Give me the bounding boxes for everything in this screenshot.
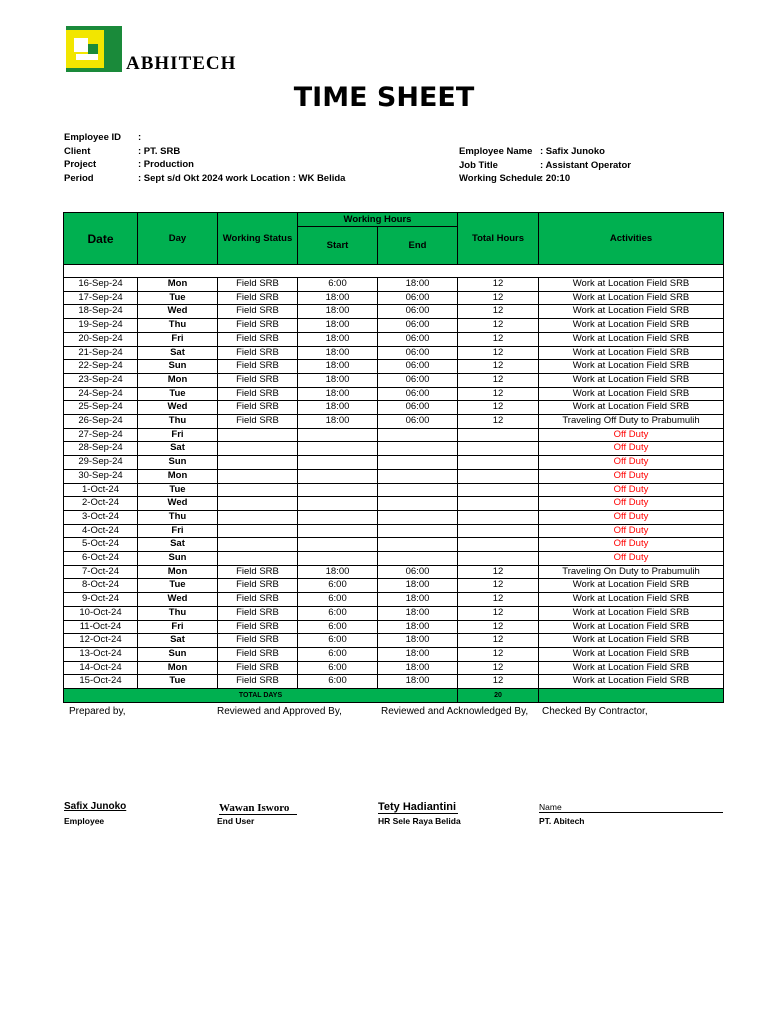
- end-cell: [378, 524, 458, 538]
- start-cell: 6:00: [298, 647, 378, 661]
- day-cell: Fri: [138, 524, 218, 538]
- header-working-hours: Working Hours: [298, 213, 458, 227]
- employee-role: Employee: [64, 816, 105, 826]
- date-cell: 19-Sep-24: [64, 319, 138, 333]
- day-cell: Tue: [138, 387, 218, 401]
- prepared-by-label: Prepared by,: [69, 706, 126, 717]
- employee-info-left: [64, 131, 345, 185]
- header-date: Date: [64, 213, 138, 265]
- total-hours-cell: [458, 483, 539, 497]
- total-hours-cell: 12: [458, 565, 539, 579]
- total-hours-cell: [458, 538, 539, 552]
- start-cell: 6:00: [298, 661, 378, 675]
- end-cell: 18:00: [378, 620, 458, 634]
- total-hours-cell: 12: [458, 647, 539, 661]
- date-cell: 2-Oct-24: [64, 497, 138, 511]
- end-cell: [378, 510, 458, 524]
- start-cell: 18:00: [298, 291, 378, 305]
- total-hours-cell: [458, 442, 539, 456]
- working-status-cell: Field SRB: [218, 565, 298, 579]
- start-cell: 18:00: [298, 387, 378, 401]
- working-status-cell: [218, 442, 298, 456]
- end-cell: 06:00: [378, 305, 458, 319]
- activity-cell: Work at Location Field SRB: [539, 387, 724, 401]
- table-row: [64, 319, 724, 333]
- acknowledged-by-label: Reviewed and Acknowledged By,: [381, 706, 529, 717]
- start-cell: [298, 510, 378, 524]
- header-activities: Activities: [539, 213, 724, 265]
- info-working-schedule: Working Schedule: 20:10: [459, 173, 571, 184]
- start-cell: [298, 456, 378, 470]
- date-cell: 22-Sep-24: [64, 360, 138, 374]
- date-cell: 9-Oct-24: [64, 593, 138, 607]
- working-status-cell: [218, 483, 298, 497]
- start-cell: [298, 428, 378, 442]
- total-hours-cell: 12: [458, 661, 539, 675]
- table-row: [64, 606, 724, 620]
- hr-signature-name: Tety Hadiantini: [378, 801, 457, 813]
- total-hours-cell: 12: [458, 332, 539, 346]
- end-cell: [378, 428, 458, 442]
- date-cell: 1-Oct-24: [64, 483, 138, 497]
- table-row: [64, 401, 724, 415]
- working-status-cell: Field SRB: [218, 373, 298, 387]
- end-cell: 18:00: [378, 647, 458, 661]
- total-hours-cell: 12: [458, 373, 539, 387]
- working-status-cell: [218, 552, 298, 566]
- total-row-blank: [539, 689, 724, 703]
- day-cell: Wed: [138, 401, 218, 415]
- header-end: End: [378, 227, 458, 265]
- day-cell: Sat: [138, 442, 218, 456]
- working-status-cell: Field SRB: [218, 401, 298, 415]
- end-cell: [378, 552, 458, 566]
- day-cell: Fri: [138, 428, 218, 442]
- date-cell: 3-Oct-24: [64, 510, 138, 524]
- table-row: [64, 428, 724, 442]
- table-row: [64, 524, 724, 538]
- timesheet-body: [64, 278, 724, 689]
- activity-cell: Work at Location Field SRB: [539, 606, 724, 620]
- total-hours-cell: 12: [458, 305, 539, 319]
- table-row: [64, 552, 724, 566]
- date-cell: 10-Oct-24: [64, 606, 138, 620]
- hr-role: HR Sele Raya Belida: [378, 816, 461, 826]
- end-user-signature-name: Wawan Isworo: [219, 802, 297, 815]
- date-cell: 27-Sep-24: [64, 428, 138, 442]
- end-cell: 18:00: [378, 593, 458, 607]
- day-cell: Mon: [138, 661, 218, 675]
- working-status-cell: Field SRB: [218, 675, 298, 689]
- start-cell: 6:00: [298, 634, 378, 648]
- start-cell: [298, 538, 378, 552]
- start-cell: 18:00: [298, 401, 378, 415]
- date-cell: 28-Sep-24: [64, 442, 138, 456]
- date-cell: 21-Sep-24: [64, 346, 138, 360]
- total-hours-cell: [458, 469, 539, 483]
- working-status-cell: Field SRB: [218, 647, 298, 661]
- working-status-cell: [218, 538, 298, 552]
- day-cell: Thu: [138, 606, 218, 620]
- activity-cell: Work at Location Field SRB: [539, 332, 724, 346]
- total-hours-cell: 12: [458, 634, 539, 648]
- employee-info-right: [459, 145, 631, 186]
- activity-cell: Work at Location Field SRB: [539, 346, 724, 360]
- total-hours-cell: 12: [458, 401, 539, 415]
- end-cell: 06:00: [378, 373, 458, 387]
- start-cell: 6:00: [298, 675, 378, 689]
- day-cell: Sat: [138, 538, 218, 552]
- activity-cell: Work at Location Field SRB: [539, 373, 724, 387]
- start-cell: 6:00: [298, 278, 378, 292]
- start-cell: [298, 442, 378, 456]
- working-status-cell: Field SRB: [218, 661, 298, 675]
- table-row: [64, 456, 724, 470]
- date-cell: 13-Oct-24: [64, 647, 138, 661]
- page-title: TIME SHEET: [293, 82, 475, 113]
- start-cell: 6:00: [298, 620, 378, 634]
- day-cell: Tue: [138, 483, 218, 497]
- date-cell: 25-Sep-24: [64, 401, 138, 415]
- working-status-cell: Field SRB: [218, 305, 298, 319]
- date-cell: 5-Oct-24: [64, 538, 138, 552]
- working-status-cell: Field SRB: [218, 346, 298, 360]
- start-cell: 18:00: [298, 360, 378, 374]
- date-cell: 29-Sep-24: [64, 456, 138, 470]
- date-cell: 30-Sep-24: [64, 469, 138, 483]
- total-days-label: TOTAL DAYS: [64, 689, 458, 703]
- activity-cell: Work at Location Field SRB: [539, 634, 724, 648]
- table-row: [64, 483, 724, 497]
- table-row: [64, 675, 724, 689]
- contractor-name-label: Name: [539, 802, 723, 813]
- activity-cell: Off Duty: [539, 524, 724, 538]
- date-cell: 12-Oct-24: [64, 634, 138, 648]
- start-cell: 18:00: [298, 415, 378, 429]
- activity-cell: Work at Location Field SRB: [539, 278, 724, 292]
- table-row: [64, 442, 724, 456]
- end-cell: 06:00: [378, 387, 458, 401]
- info-employee-name: Employee Name : Safix Junoko: [459, 146, 605, 157]
- start-cell: 18:00: [298, 305, 378, 319]
- end-cell: 18:00: [378, 606, 458, 620]
- end-cell: 18:00: [378, 675, 458, 689]
- working-status-cell: [218, 456, 298, 470]
- date-cell: 7-Oct-24: [64, 565, 138, 579]
- table-row: [64, 497, 724, 511]
- total-hours-cell: 12: [458, 620, 539, 634]
- day-cell: Sun: [138, 552, 218, 566]
- total-row: [64, 689, 724, 703]
- day-cell: Sat: [138, 346, 218, 360]
- table-row: [64, 291, 724, 305]
- start-cell: [298, 469, 378, 483]
- table-row: [64, 510, 724, 524]
- activity-cell: Off Duty: [539, 456, 724, 470]
- working-status-cell: [218, 497, 298, 511]
- date-cell: 15-Oct-24: [64, 675, 138, 689]
- working-status-cell: Field SRB: [218, 593, 298, 607]
- end-cell: 06:00: [378, 565, 458, 579]
- activity-cell: Off Duty: [539, 552, 724, 566]
- table-row: [64, 469, 724, 483]
- activity-cell: Off Duty: [539, 538, 724, 552]
- date-cell: 4-Oct-24: [64, 524, 138, 538]
- total-hours-cell: 12: [458, 346, 539, 360]
- total-hours-cell: [458, 524, 539, 538]
- table-row: [64, 373, 724, 387]
- activity-cell: Off Duty: [539, 428, 724, 442]
- date-cell: 18-Sep-24: [64, 305, 138, 319]
- date-cell: 24-Sep-24: [64, 387, 138, 401]
- total-hours-cell: [458, 428, 539, 442]
- total-hours-cell: 12: [458, 606, 539, 620]
- working-status-cell: Field SRB: [218, 332, 298, 346]
- start-cell: [298, 483, 378, 497]
- date-cell: 8-Oct-24: [64, 579, 138, 593]
- day-cell: Wed: [138, 305, 218, 319]
- working-status-cell: [218, 469, 298, 483]
- end-user-role: End User: [217, 816, 255, 826]
- total-hours-cell: [458, 510, 539, 524]
- activity-cell: Work at Location Field SRB: [539, 305, 724, 319]
- start-cell: [298, 552, 378, 566]
- end-cell: [378, 483, 458, 497]
- total-hours-cell: 12: [458, 593, 539, 607]
- table-row: [64, 305, 724, 319]
- total-hours-cell: [458, 456, 539, 470]
- activity-cell: Off Duty: [539, 442, 724, 456]
- end-cell: 18:00: [378, 634, 458, 648]
- date-cell: 26-Sep-24: [64, 415, 138, 429]
- end-cell: 06:00: [378, 415, 458, 429]
- working-status-cell: Field SRB: [218, 606, 298, 620]
- working-status-cell: Field SRB: [218, 291, 298, 305]
- table-row: [64, 593, 724, 607]
- activity-cell: Traveling On Duty to Prabumulih: [539, 565, 724, 579]
- end-cell: 06:00: [378, 360, 458, 374]
- table-row: [64, 647, 724, 661]
- header-start: Start: [298, 227, 378, 265]
- end-cell: 06:00: [378, 319, 458, 333]
- table-row: [64, 332, 724, 346]
- table-row: [64, 620, 724, 634]
- end-cell: 06:00: [378, 346, 458, 360]
- employee-signature-name: Safix Junoko: [64, 801, 127, 812]
- day-cell: Thu: [138, 415, 218, 429]
- table-row: [64, 565, 724, 579]
- date-cell: 11-Oct-24: [64, 620, 138, 634]
- day-cell: Fri: [138, 332, 218, 346]
- table-row: [64, 415, 724, 429]
- day-cell: Sun: [138, 647, 218, 661]
- date-cell: 17-Sep-24: [64, 291, 138, 305]
- checked-by-label: Checked By Contractor,: [542, 706, 648, 717]
- working-status-cell: Field SRB: [218, 415, 298, 429]
- activity-cell: Work at Location Field SRB: [539, 620, 724, 634]
- date-cell: 23-Sep-24: [64, 373, 138, 387]
- start-cell: 18:00: [298, 373, 378, 387]
- working-status-cell: [218, 510, 298, 524]
- day-cell: Mon: [138, 565, 218, 579]
- end-cell: 06:00: [378, 401, 458, 415]
- info-project: Project : Production: [64, 159, 194, 170]
- total-days-value: 20: [458, 689, 539, 703]
- activity-cell: Off Duty: [539, 497, 724, 511]
- company-logo-icon: [66, 26, 126, 72]
- working-status-cell: [218, 524, 298, 538]
- start-cell: [298, 497, 378, 511]
- timesheet-table: [63, 212, 724, 703]
- working-status-cell: [218, 428, 298, 442]
- working-status-cell: Field SRB: [218, 387, 298, 401]
- table-row: [64, 634, 724, 648]
- start-cell: 6:00: [298, 606, 378, 620]
- info-period: Period : Sept s/d Okt 2024 work Location : WK Belida: [64, 172, 346, 184]
- header-total-hours: Total Hours: [458, 213, 539, 265]
- activity-cell: Work at Location Field SRB: [539, 401, 724, 415]
- activity-cell: Work at Location Field SRB: [539, 675, 724, 689]
- end-cell: [378, 538, 458, 552]
- day-cell: Tue: [138, 579, 218, 593]
- day-cell: Sun: [138, 456, 218, 470]
- activity-cell: Work at Location Field SRB: [539, 661, 724, 675]
- activity-cell: Work at Location Field SRB: [539, 579, 724, 593]
- date-cell: 14-Oct-24: [64, 661, 138, 675]
- total-hours-cell: 12: [458, 415, 539, 429]
- activity-cell: Work at Location Field SRB: [539, 647, 724, 661]
- header-day: Day: [138, 213, 218, 265]
- date-cell: 6-Oct-24: [64, 552, 138, 566]
- total-hours-cell: 12: [458, 278, 539, 292]
- start-cell: 6:00: [298, 593, 378, 607]
- total-hours-cell: [458, 497, 539, 511]
- end-cell: 18:00: [378, 579, 458, 593]
- end-cell: 06:00: [378, 332, 458, 346]
- day-cell: Tue: [138, 675, 218, 689]
- day-cell: Thu: [138, 510, 218, 524]
- day-cell: Mon: [138, 373, 218, 387]
- total-hours-cell: 12: [458, 387, 539, 401]
- table-row: [64, 387, 724, 401]
- total-hours-cell: 12: [458, 291, 539, 305]
- table-row: [64, 579, 724, 593]
- activity-cell: Off Duty: [539, 469, 724, 483]
- start-cell: 18:00: [298, 332, 378, 346]
- end-cell: 18:00: [378, 278, 458, 292]
- total-hours-cell: 12: [458, 675, 539, 689]
- date-cell: 16-Sep-24: [64, 278, 138, 292]
- day-cell: Sat: [138, 634, 218, 648]
- reviewed-by-label: Reviewed and Approved By,: [217, 706, 342, 717]
- end-cell: 06:00: [378, 291, 458, 305]
- start-cell: 18:00: [298, 565, 378, 579]
- activity-cell: Work at Location Field SRB: [539, 360, 724, 374]
- total-hours-cell: [458, 552, 539, 566]
- header-working-status: Working Status: [218, 213, 298, 265]
- end-cell: [378, 456, 458, 470]
- activity-cell: Work at Location Field SRB: [539, 593, 724, 607]
- day-cell: Fri: [138, 620, 218, 634]
- activity-cell: Traveling Off Duty to Prabumulih: [539, 415, 724, 429]
- header-spacer: [64, 265, 724, 278]
- day-cell: Thu: [138, 319, 218, 333]
- working-status-cell: Field SRB: [218, 319, 298, 333]
- company-name: ABHITECH: [126, 53, 237, 74]
- working-status-cell: Field SRB: [218, 278, 298, 292]
- start-cell: [298, 524, 378, 538]
- table-row: [64, 538, 724, 552]
- end-cell: [378, 497, 458, 511]
- start-cell: 18:00: [298, 346, 378, 360]
- table-row: [64, 661, 724, 675]
- day-cell: Wed: [138, 497, 218, 511]
- working-status-cell: Field SRB: [218, 360, 298, 374]
- table-row: [64, 346, 724, 360]
- working-status-cell: Field SRB: [218, 634, 298, 648]
- end-cell: [378, 469, 458, 483]
- start-cell: 18:00: [298, 319, 378, 333]
- activity-cell: Off Duty: [539, 510, 724, 524]
- start-cell: 6:00: [298, 579, 378, 593]
- date-cell: 20-Sep-24: [64, 332, 138, 346]
- working-status-cell: Field SRB: [218, 579, 298, 593]
- total-hours-cell: 12: [458, 579, 539, 593]
- end-cell: 18:00: [378, 661, 458, 675]
- day-cell: Wed: [138, 593, 218, 607]
- activity-cell: Work at Location Field SRB: [539, 291, 724, 305]
- contractor-company: PT. Abitech: [539, 816, 585, 826]
- working-status-cell: Field SRB: [218, 620, 298, 634]
- total-hours-cell: 12: [458, 360, 539, 374]
- table-row: [64, 360, 724, 374]
- day-cell: Mon: [138, 469, 218, 483]
- info-employee-id: Employee ID :: [64, 132, 142, 143]
- info-job-title: Job Title : Assistant Operator: [459, 159, 631, 171]
- activity-cell: Work at Location Field SRB: [539, 319, 724, 333]
- day-cell: Sun: [138, 360, 218, 374]
- day-cell: Mon: [138, 278, 218, 292]
- end-cell: [378, 442, 458, 456]
- total-hours-cell: 12: [458, 319, 539, 333]
- day-cell: Tue: [138, 291, 218, 305]
- table-row: [64, 278, 724, 292]
- info-client: Client : PT. SRB: [64, 145, 181, 157]
- activity-cell: Off Duty: [539, 483, 724, 497]
